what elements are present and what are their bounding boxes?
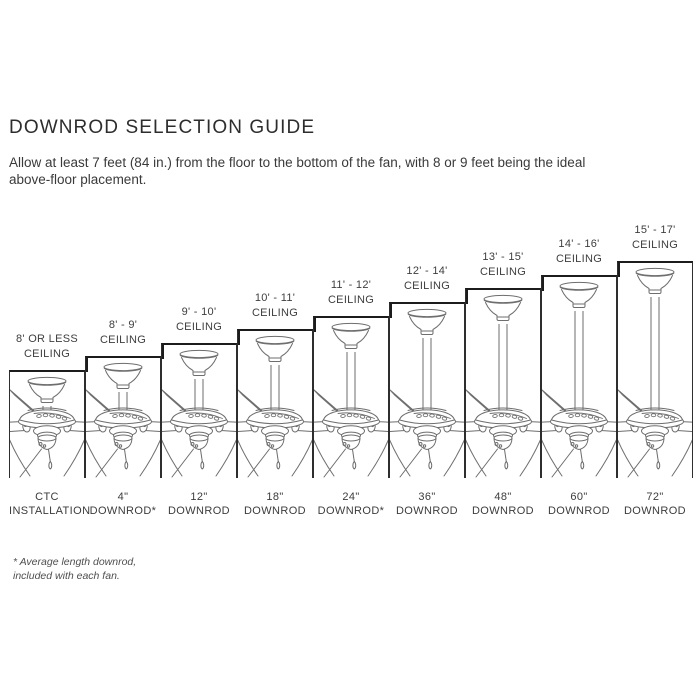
downrod-size-text: 72"	[646, 491, 664, 503]
downrod-label	[313, 490, 389, 518]
ceiling-panel	[9, 370, 85, 478]
fan-panel-column	[313, 278, 389, 518]
downrod-word-text: DOWNROD	[471, 505, 535, 517]
ceiling-range-text: 12' - 14'	[406, 265, 448, 277]
lower-right-blade	[292, 436, 313, 476]
ceiling-word-text: CEILING	[23, 348, 71, 360]
downrod-label	[85, 490, 161, 518]
fan-canopy-icon	[101, 362, 145, 392]
chain-fob	[201, 462, 204, 470]
ceiling-panel	[541, 275, 617, 478]
downrod-label	[541, 490, 617, 518]
downrod-rod	[651, 297, 660, 414]
lower-left-blade	[9, 436, 30, 476]
pull-chain	[581, 450, 583, 462]
downrod-size-text: 60"	[570, 491, 588, 503]
downrod-word-text: DOWNROD	[395, 505, 459, 517]
downrod-size-text: 18"	[266, 491, 284, 503]
chain-fob	[581, 462, 584, 470]
ceiling-word-text: CEILING	[99, 334, 147, 346]
fan-panel-column	[161, 305, 237, 518]
fan-canopy-icon	[253, 335, 297, 365]
lower-left-blade	[465, 436, 486, 476]
downrod-word-text: DOWNROD*	[89, 505, 157, 517]
lower-left-blade	[617, 436, 638, 476]
fan-panel-column	[237, 291, 313, 518]
ceiling-fan-icon	[465, 398, 541, 478]
pull-chain	[201, 450, 203, 462]
ceiling-fan-icon	[9, 398, 85, 478]
ceiling-word-text: CEILING	[631, 239, 679, 251]
ceiling-range-text: 8' OR LESS	[16, 333, 78, 345]
ceiling-word-text: CEILING	[403, 280, 451, 292]
fan-panel-column	[389, 264, 465, 518]
fan-panel-column	[541, 237, 617, 518]
downrod-label	[9, 490, 91, 518]
downrod-size-text: 12"	[190, 491, 208, 503]
ceiling-fan-icon	[85, 398, 161, 478]
fan-canopy-icon	[405, 308, 449, 338]
fan-panel-column	[85, 318, 161, 518]
downrod-size-text: 24"	[342, 491, 360, 503]
ceiling-range-text: 11' - 12'	[330, 279, 372, 291]
lower-left-blade	[85, 436, 106, 476]
ceiling-panel	[161, 343, 237, 478]
downrod-size-text: CTC	[35, 491, 59, 503]
downrod-label	[161, 490, 237, 518]
ceiling-range-text: 10' - 11'	[254, 292, 296, 304]
pull-chain	[505, 450, 507, 462]
lower-left-blade	[389, 436, 410, 476]
downrod-size-text: 48"	[494, 491, 512, 503]
ceiling-panel	[313, 316, 389, 478]
ceiling-height-label	[617, 223, 693, 253]
ceiling-panel	[389, 302, 465, 478]
ceiling-height-label	[465, 250, 541, 280]
lower-right-blade	[596, 436, 617, 476]
pull-chain	[429, 450, 431, 462]
ceiling-fan-icon	[237, 398, 313, 478]
ceiling-height-label	[161, 305, 237, 335]
ceiling-word-text: CEILING	[251, 307, 299, 319]
pull-chain	[49, 450, 51, 462]
lower-right-blade	[444, 436, 465, 476]
pull-chain	[277, 450, 279, 462]
pull-chain	[657, 450, 659, 462]
chain-fob	[657, 462, 660, 470]
ceiling-range-text: 14' - 16'	[558, 238, 600, 250]
pull-chain	[353, 450, 355, 462]
fan-canopy-icon	[177, 349, 221, 379]
fan-canopy-icon	[481, 294, 525, 324]
lower-right-blade	[216, 436, 237, 476]
ceiling-fan-icon	[541, 398, 617, 478]
chain-fob	[429, 462, 432, 470]
downrod-word-text: DOWNROD	[547, 505, 611, 517]
downrod-word-text: DOWNROD*	[317, 505, 385, 517]
page-title: DOWNROD SELECTION GUIDE	[9, 117, 316, 138]
downrod-label	[465, 490, 541, 518]
lower-left-blade	[161, 436, 182, 476]
chain-fob	[353, 462, 356, 470]
ceiling-word-text: CEILING	[175, 321, 223, 333]
ceiling-height-label	[313, 278, 389, 308]
lower-right-blade	[520, 436, 541, 476]
ceiling-height-label	[389, 264, 465, 294]
chain-fob	[505, 462, 508, 470]
lower-left-blade	[313, 436, 334, 476]
ceiling-word-text: CEILING	[479, 266, 527, 278]
ceiling-fan-icon	[161, 398, 237, 478]
diagram-row	[9, 223, 693, 518]
ceiling-range-text: 15' - 17'	[634, 224, 676, 236]
fan-panel-column	[465, 250, 541, 518]
downrod-size-text: 36"	[418, 491, 436, 503]
lower-right-blade	[368, 436, 389, 476]
ceiling-range-text: 13' - 15'	[482, 251, 524, 263]
downrod-label	[617, 490, 693, 518]
ceiling-range-text: 8' - 9'	[108, 319, 138, 331]
lower-right-blade	[672, 436, 693, 476]
ceiling-word-text: CEILING	[555, 253, 603, 265]
fan-canopy-icon	[329, 322, 373, 352]
intro-line-2: above-floor placement.	[9, 172, 147, 187]
ceiling-panel	[465, 288, 541, 478]
downrod-word-text: INSTALLATION	[9, 505, 91, 517]
ceiling-height-label	[237, 291, 313, 321]
fan-panel-column	[9, 332, 91, 518]
intro-text	[9, 154, 585, 188]
intro-line-1: Allow at least 7 feet (84 in.) from the floor to the bottom of the fan, with 8 or 9 feet being the ideal	[9, 155, 586, 170]
fan-canopy-icon	[633, 267, 677, 297]
ceiling-fan-icon	[617, 398, 693, 478]
lower-right-blade	[140, 436, 161, 476]
chain-fob	[277, 462, 280, 470]
pull-chain	[125, 450, 127, 462]
ceiling-panel	[617, 261, 693, 478]
fan-panel-column	[617, 223, 693, 518]
ceiling-fan-icon	[313, 398, 389, 478]
downrod-word-text: DOWNROD	[243, 505, 307, 517]
ceiling-height-label	[541, 237, 617, 267]
footnote-line-1: * Average length downrod,	[13, 556, 137, 568]
ceiling-word-text: CEILING	[327, 294, 375, 306]
ceiling-fan-icon	[389, 398, 465, 478]
lower-left-blade	[541, 436, 562, 476]
footnote	[13, 556, 136, 583]
ceiling-height-label	[9, 332, 85, 362]
ceiling-range-text: 9' - 10'	[181, 306, 217, 318]
downrod-label	[389, 490, 465, 518]
ceiling-height-label	[85, 318, 161, 348]
lower-left-blade	[237, 436, 258, 476]
fan-canopy-icon	[557, 281, 601, 311]
ceiling-panel	[237, 329, 313, 478]
lower-right-blade	[64, 436, 85, 476]
downrod-label	[237, 490, 313, 518]
chain-fob	[49, 462, 52, 470]
downrod-size-text: 4"	[117, 491, 129, 503]
ceiling-panel	[85, 356, 161, 478]
downrod-word-text: DOWNROD	[167, 505, 231, 517]
downrod-word-text: DOWNROD	[623, 505, 687, 517]
footnote-line-2: included with each fan.	[13, 569, 120, 582]
chain-fob	[125, 462, 128, 470]
